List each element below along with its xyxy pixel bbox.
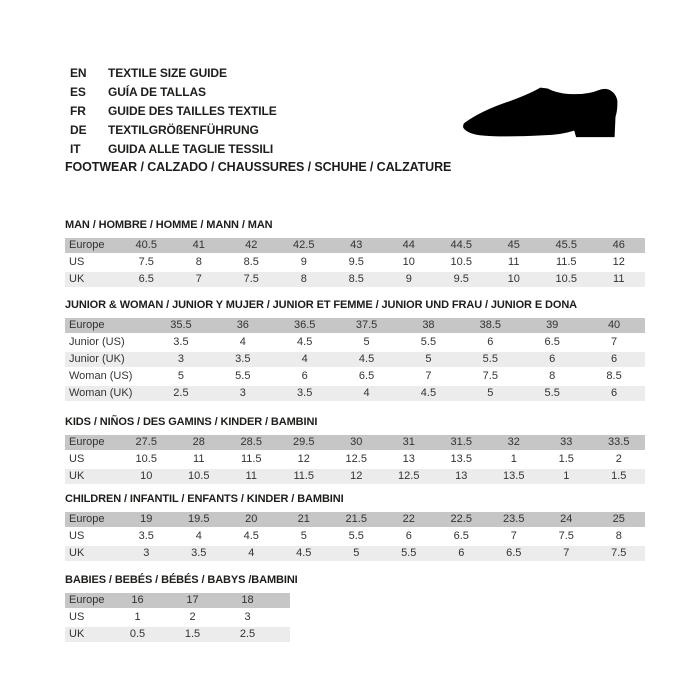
section-title-man: MAN / HOMBRE / HOMME / MANN / MAN bbox=[65, 219, 273, 231]
size-cell: 4.5 bbox=[358, 353, 375, 365]
size-cell: 6 bbox=[301, 370, 308, 382]
section-kids bbox=[65, 416, 645, 486]
size-cell: 7.5 bbox=[558, 530, 574, 542]
size-cell: 33 bbox=[560, 436, 573, 448]
size-cell: 21 bbox=[297, 513, 310, 525]
size-cell: 3 bbox=[244, 611, 251, 623]
size-cell: 21.5 bbox=[345, 513, 367, 525]
size-cell: 40 bbox=[607, 319, 621, 331]
size-cell: 8 bbox=[615, 530, 622, 542]
size-cell: 5 bbox=[363, 336, 370, 348]
table-row-us bbox=[65, 610, 290, 627]
size-cell: 1 bbox=[134, 611, 141, 623]
size-cell: 8 bbox=[549, 370, 556, 382]
size-cell: 6 bbox=[611, 353, 618, 365]
size-cell: 33.5 bbox=[608, 436, 630, 448]
row-label: Europe bbox=[69, 319, 105, 331]
language-row-es bbox=[70, 83, 277, 102]
size-cell: 5.5 bbox=[401, 547, 417, 559]
row-label: Woman (US) bbox=[69, 370, 133, 382]
size-cell: 23.5 bbox=[503, 513, 525, 525]
size-cell: 35.5 bbox=[170, 319, 192, 331]
size-cell: 7.5 bbox=[482, 370, 498, 382]
row-label: US bbox=[69, 453, 85, 465]
size-cell: 11.5 bbox=[555, 256, 577, 268]
language-row-en bbox=[70, 64, 277, 83]
size-cell: 6.5 bbox=[358, 370, 375, 382]
row-label: US bbox=[69, 256, 85, 268]
size-cell: 44 bbox=[402, 239, 415, 251]
table-row-us bbox=[65, 529, 645, 546]
row-label: UK bbox=[69, 470, 85, 482]
size-cell: 12 bbox=[297, 453, 310, 465]
size-cell: 4.5 bbox=[420, 387, 437, 399]
size-cell: 3 bbox=[239, 387, 246, 399]
row-label: Junior (US) bbox=[69, 336, 125, 348]
size-cell: 9.5 bbox=[453, 273, 469, 285]
language-code: ES bbox=[70, 85, 86, 99]
size-cell: 12.5 bbox=[345, 453, 367, 465]
size-cell: 41 bbox=[192, 239, 205, 251]
size-cell: 40.5 bbox=[135, 239, 157, 251]
size-table-babies bbox=[65, 593, 290, 644]
row-label: Junior (UK) bbox=[69, 353, 125, 365]
size-cell: 28.5 bbox=[240, 436, 262, 448]
size-cell: 7 bbox=[510, 530, 517, 542]
size-cell: 38.5 bbox=[479, 319, 502, 331]
size-cell: 7.5 bbox=[243, 273, 259, 285]
size-cell: 12 bbox=[350, 470, 363, 482]
size-cell: 10 bbox=[402, 256, 415, 268]
size-cell: 29.5 bbox=[293, 436, 315, 448]
language-row-de bbox=[70, 121, 277, 140]
size-cell: 13.5 bbox=[503, 470, 525, 482]
language-code: EN bbox=[70, 66, 87, 80]
size-cell: 10 bbox=[140, 470, 153, 482]
size-cell: 10 bbox=[507, 273, 520, 285]
size-cell: 5 bbox=[300, 530, 307, 542]
size-cell: 7.5 bbox=[611, 547, 627, 559]
size-cell: 38 bbox=[422, 319, 435, 331]
size-cell: 19 bbox=[140, 513, 153, 525]
size-cell: 4 bbox=[363, 387, 370, 399]
size-cell: 45 bbox=[507, 239, 520, 251]
section-title-children: CHILDREN / INFANTIL / ENFANTS / KINDER / BAMBINI bbox=[65, 493, 344, 505]
size-cell: 11 bbox=[508, 256, 520, 268]
row-label: Europe bbox=[69, 239, 105, 251]
size-cell: 10.5 bbox=[555, 273, 577, 285]
shoe-path bbox=[463, 88, 617, 138]
size-cell: 3.5 bbox=[235, 353, 251, 365]
size-cell: 28 bbox=[192, 436, 205, 448]
footwear-heading: FOOTWEAR / CALZADO / CHAUSSURES / SCHUHE / CALZATURE bbox=[65, 160, 452, 174]
size-cell: 6.5 bbox=[506, 547, 522, 559]
table-row-us bbox=[65, 255, 645, 272]
size-cell: 45.5 bbox=[555, 239, 577, 251]
language-label: GUIDE DES TAILLES TEXTILE bbox=[108, 104, 277, 118]
size-cell: 24 bbox=[560, 513, 573, 525]
size-cell: 20 bbox=[245, 513, 258, 525]
row-label: US bbox=[69, 530, 85, 542]
table-row-europe bbox=[65, 318, 645, 335]
section-title-babies: BABIES / BEBÉS / BÉBÉS / BABYS /BAMBINI bbox=[65, 574, 298, 586]
size-cell: 25 bbox=[612, 513, 625, 525]
size-cell: 5.5 bbox=[420, 336, 437, 348]
size-cell: 1.5 bbox=[611, 470, 627, 482]
size-cell: 2.5 bbox=[239, 628, 256, 640]
dress-shoe-icon bbox=[445, 60, 665, 161]
size-table-man bbox=[65, 238, 645, 289]
size-cell: 3 bbox=[143, 547, 150, 559]
size-cell: 17 bbox=[186, 594, 199, 606]
size-cell: 6.5 bbox=[453, 530, 469, 542]
table-row-junior-us- bbox=[65, 335, 645, 352]
size-cell: 2.5 bbox=[173, 387, 189, 399]
size-cell: 5.5 bbox=[482, 353, 498, 365]
size-cell: 7.5 bbox=[138, 256, 154, 268]
table-row-uk bbox=[65, 272, 645, 289]
row-label: UK bbox=[69, 273, 85, 285]
table-row-junior-uk- bbox=[65, 352, 645, 369]
section-children bbox=[65, 493, 645, 563]
size-cell: 3.5 bbox=[191, 547, 207, 559]
size-cell: 4 bbox=[301, 353, 308, 365]
table-row-uk bbox=[65, 546, 645, 563]
size-cell: 12.5 bbox=[398, 470, 420, 482]
size-cell: 4.5 bbox=[243, 530, 259, 542]
size-cell: 22.5 bbox=[450, 513, 472, 525]
table-row-europe bbox=[65, 238, 645, 255]
section-junior-woman bbox=[65, 299, 645, 403]
row-label: UK bbox=[69, 547, 85, 559]
row-label: Europe bbox=[69, 436, 105, 448]
table-row-europe bbox=[65, 435, 645, 452]
language-title-list bbox=[70, 64, 277, 159]
size-cell: 2 bbox=[189, 611, 196, 623]
size-cell: 46 bbox=[612, 239, 625, 251]
size-table-kids bbox=[65, 435, 645, 486]
size-cell: 43 bbox=[350, 239, 363, 251]
size-cell: 9 bbox=[405, 273, 412, 285]
size-cell: 2 bbox=[615, 453, 622, 465]
size-cell: 5.5 bbox=[235, 370, 251, 382]
size-cell: 44.5 bbox=[450, 239, 472, 251]
size-cell: 31.5 bbox=[450, 436, 472, 448]
table-row-europe bbox=[65, 512, 645, 529]
size-cell: 32 bbox=[507, 436, 520, 448]
size-cell: 1 bbox=[563, 470, 570, 482]
row-label: Europe bbox=[69, 513, 105, 525]
size-cell: 9.5 bbox=[348, 256, 364, 268]
size-cell: 6 bbox=[611, 387, 618, 399]
size-cell: 7 bbox=[611, 336, 618, 348]
size-cell: 6.5 bbox=[138, 273, 154, 285]
size-cell: 8 bbox=[195, 256, 202, 268]
language-code: IT bbox=[70, 142, 81, 156]
size-cell: 4 bbox=[248, 547, 255, 559]
size-cell: 6 bbox=[458, 547, 465, 559]
size-cell: 5 bbox=[487, 387, 494, 399]
size-cell: 27.5 bbox=[135, 436, 157, 448]
size-cell: 22 bbox=[402, 513, 415, 525]
row-label: US bbox=[69, 611, 85, 623]
size-cell: 0.5 bbox=[129, 628, 146, 640]
language-label: GUIDA ALLE TAGLIE TESSILI bbox=[108, 142, 274, 156]
size-cell: 8 bbox=[300, 273, 307, 285]
size-cell: 5.5 bbox=[544, 387, 560, 399]
size-cell: 18 bbox=[241, 594, 254, 606]
size-cell: 4 bbox=[239, 336, 246, 348]
table-row-uk bbox=[65, 469, 645, 486]
size-cell: 1.5 bbox=[558, 453, 574, 465]
language-label: GUÍA DE TALLAS bbox=[108, 85, 206, 99]
size-cell: 10.5 bbox=[450, 256, 472, 268]
size-cell: 12 bbox=[612, 256, 625, 268]
size-cell: 36.5 bbox=[293, 319, 316, 331]
size-cell: 6 bbox=[487, 336, 494, 348]
row-label: UK bbox=[69, 628, 85, 640]
size-cell: 10.5 bbox=[135, 453, 157, 465]
size-cell: 8.5 bbox=[606, 370, 622, 382]
language-code: FR bbox=[70, 104, 86, 118]
size-cell: 3 bbox=[177, 353, 184, 365]
language-row-it bbox=[70, 140, 277, 159]
size-cell: 8.5 bbox=[348, 273, 364, 285]
language-label: TEXTILE SIZE GUIDE bbox=[108, 66, 227, 80]
size-table-junior-woman bbox=[65, 318, 645, 403]
section-man bbox=[65, 219, 645, 289]
size-cell: 5 bbox=[177, 370, 184, 382]
size-cell: 11.5 bbox=[293, 470, 315, 482]
size-cell: 39 bbox=[546, 319, 559, 331]
size-cell: 5.5 bbox=[348, 530, 364, 542]
size-cell: 4.5 bbox=[296, 547, 312, 559]
table-row-europe bbox=[65, 593, 290, 610]
size-cell: 13 bbox=[455, 470, 468, 482]
size-cell: 3.5 bbox=[138, 530, 154, 542]
size-cell: 4.5 bbox=[297, 336, 313, 348]
size-cell: 3.5 bbox=[297, 387, 313, 399]
row-label: Woman (UK) bbox=[69, 387, 133, 399]
size-cell: 13.5 bbox=[450, 453, 472, 465]
size-cell: 11 bbox=[193, 453, 205, 465]
size-cell: 36 bbox=[236, 319, 249, 331]
size-cell: 37.5 bbox=[355, 319, 378, 331]
size-cell: 4 bbox=[195, 530, 202, 542]
size-cell: 42.5 bbox=[293, 239, 315, 251]
language-row-fr bbox=[70, 102, 277, 121]
size-cell: 10.5 bbox=[188, 470, 210, 482]
section-title-kids: KIDS / NIÑOS / DES GAMINS / KINDER / BAMBINI bbox=[65, 416, 318, 428]
size-table-children bbox=[65, 512, 645, 563]
section-title-junior-woman: JUNIOR & WOMAN / JUNIOR Y MUJER / JUNIOR ET FEMME / JUNIOR UND FRAU / JUNIOR E DONA bbox=[65, 299, 578, 311]
size-cell: 6 bbox=[549, 353, 556, 365]
table-row-woman-us- bbox=[65, 369, 645, 386]
size-cell: 6.5 bbox=[544, 336, 560, 348]
table-row-uk bbox=[65, 627, 290, 644]
section-babies bbox=[65, 574, 298, 644]
language-label: TEXTILGRÖßENFÜHRUNG bbox=[108, 123, 259, 137]
size-cell: 13 bbox=[402, 453, 415, 465]
size-cell: 11.5 bbox=[240, 453, 262, 465]
size-cell: 7 bbox=[425, 370, 432, 382]
size-cell: 30 bbox=[350, 436, 363, 448]
size-cell: 5 bbox=[353, 547, 360, 559]
language-code: DE bbox=[70, 123, 87, 137]
size-cell: 1.5 bbox=[184, 628, 201, 640]
size-cell: 9 bbox=[300, 256, 307, 268]
size-cell: 7 bbox=[195, 273, 202, 285]
size-cell: 7 bbox=[563, 547, 570, 559]
row-label: Europe bbox=[69, 594, 105, 606]
size-cell: 16 bbox=[131, 594, 144, 606]
size-cell: 11 bbox=[245, 470, 257, 482]
size-cell: 8.5 bbox=[243, 256, 259, 268]
size-cell: 1 bbox=[510, 453, 517, 465]
size-cell: 31 bbox=[402, 436, 415, 448]
size-cell: 5 bbox=[425, 353, 432, 365]
size-cell: 3.5 bbox=[173, 336, 189, 348]
table-row-woman-uk- bbox=[65, 386, 645, 403]
size-cell: 11 bbox=[613, 273, 625, 285]
size-cell: 19.5 bbox=[188, 513, 210, 525]
table-row-us bbox=[65, 452, 645, 469]
size-cell: 42 bbox=[245, 239, 258, 251]
size-cell: 6 bbox=[405, 530, 412, 542]
